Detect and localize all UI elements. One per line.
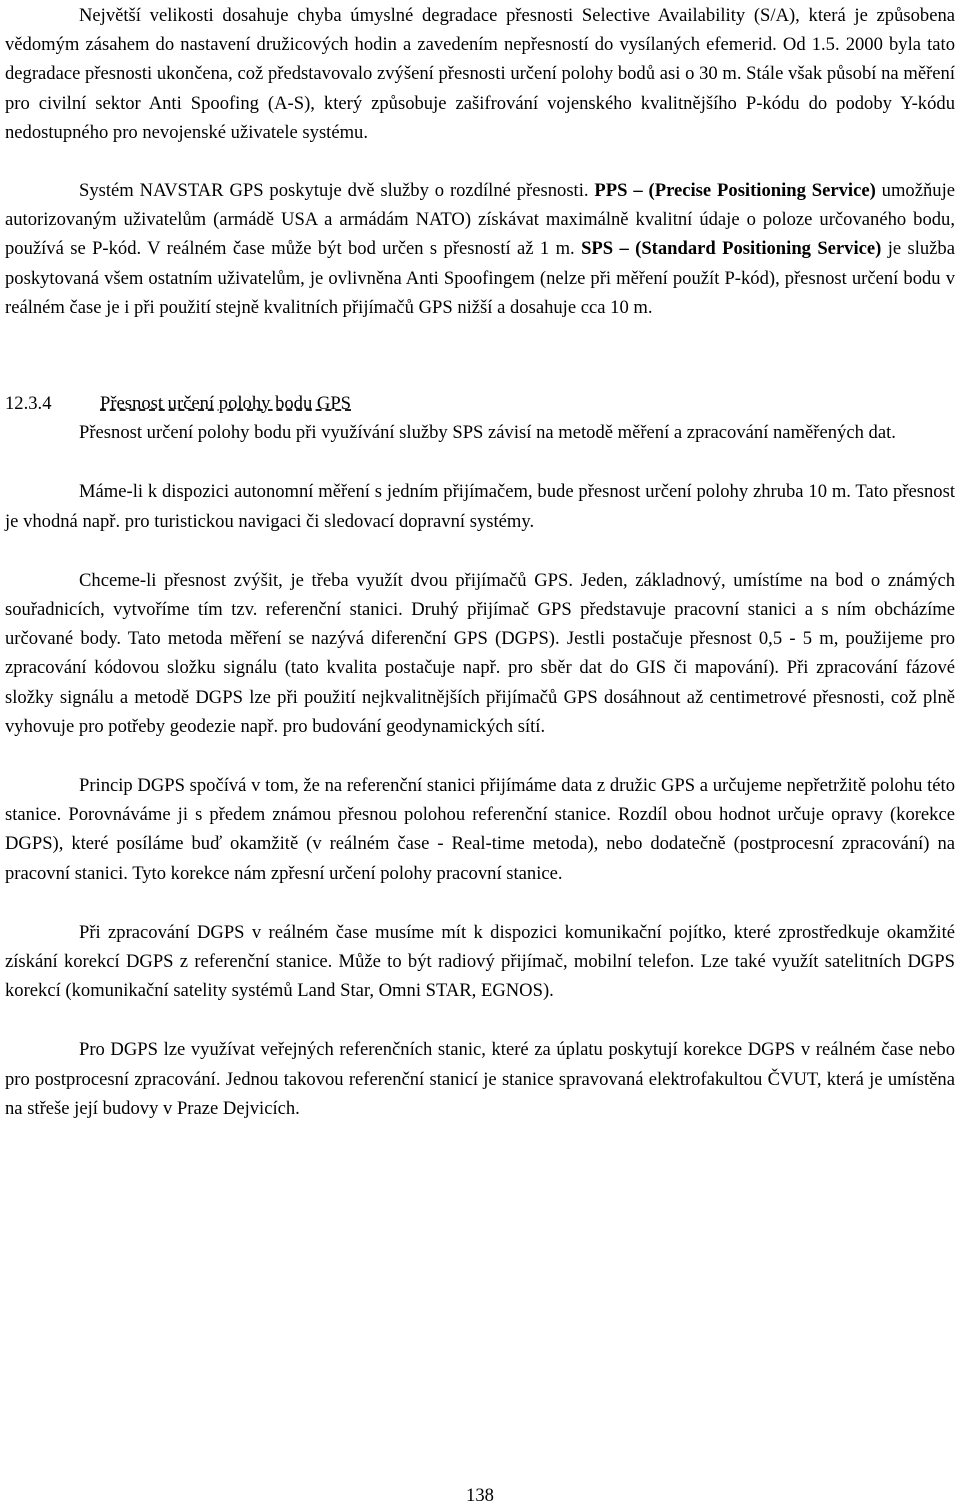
section-heading: [5, 389, 955, 418]
pps-term: PPS – (Precise Positioning Service): [594, 180, 876, 202]
paragraph-public-stations: Pro DGPS lze využívat veřejných referenčních stanic, které za úplatu poskytují korekce DGPS v reálném čase nebo pro postprocesní zpracování. Jednou takovou referenční stanicí je stanice spravovaná elektrofakultou ČVUT, která je umístěna na střeše její budovy v Praze Dejvicích.: [5, 1039, 955, 1119]
paragraph-dgps-principle: Princip DGPS spočívá v tom, že na referenční stanici přijímáme data z družic GPS a určujeme nepřetržitě polohu této stanice. Porovnáváme ji s předem známou přesnou polohou referenční stanice. Rozdíl obou hodnot určuje opravy (korekce DGPS), které posíláme buď okamžitě (v reálném čase - Real-time metoda), nebo dodatečně (postprocesní zpracování) na pracovní stanici. Tyto korekce nám zpřesní určení polohy pracovní stanice.: [5, 775, 955, 884]
paragraph-realtime-dgps: Při zpracování DGPS v reálném čase musíme mít k dispozici komunikační pojítko, které zprostředkuje okamžité získání korekcí DGPS z referenční stanice. Může to být radiový přijímač, mobilní telefon. Lze také využít satelitních DGPS korekcí (komunikační satelity systémů Land Star, Omni STAR, EGNOS).: [5, 921, 955, 1002]
paragraph-gps-services: [5, 176, 955, 322]
paragraph-autonomous-measurement: Máme-li k dispozici autonomní měření s jedním přijímačem, bude přesnost určení polohy zhruba 10 m. Tato přesnost je vhodná např. pro turistickou navigaci či sledovací dopravní systémy.: [5, 481, 955, 532]
paragraph-accuracy-intro: Přesnost určení polohy bodu při využívání služby SPS závisí na metodě měření a zpracování naměřených dat.: [79, 422, 896, 444]
page-number: 138: [466, 1485, 494, 1506]
section-number: 12.3.4: [5, 393, 52, 415]
document-page: [5, 0, 955, 1123]
paragraph-selective-availability: Největší velikosti dosahuje chyba úmyslné degradace přesnosti Selective Availability (S/A), která je způsobena vědomým zásahem do nastavení družicových hodin a zavedením nepřesností do vysílaných efemerid. Od 1.5. 2000 byla tato degradace přesnosti ukončena, což představovalo zvýšení přesnosti určení polohy bodů asi o 30 m. Stále však působí na měření pro civilní sektor Anti Spoofing (A-S), který způsobuje zašifrování vojenského kvalitnějšího P-kódu do podoby Y-kódu nedostupného pro nevojenské uživatele systému.: [5, 5, 955, 143]
section-title: Přesnost určení polohy bodu GPS: [100, 393, 352, 415]
pps-description: umožňuje autorizovaným uživatelům (armádě USA a armádám NATO) získávat maximálně kvalitní údaje o poloze určovaného bodu, používá se P-kód. V reálném čase může být bod určen s přesností až 1 m.: [5, 180, 955, 260]
services-text: Systém NAVSTAR GPS poskytuje dvě služby o rozdílné přesnosti.: [79, 180, 595, 202]
sps-description: je služba poskytovaná všem ostatním uživatelům, je ovlivněna Anti Spoofingem (nelze při měření použít P-kód), přesnost určení bodu v reálném čase je i při použití stejně kvalitních přijímačů GPS nižší a dosahuje cca 10 m.: [5, 238, 955, 318]
paragraph-dgps-method: Chceme-li přesnost zvýšit, je třeba využít dvou přijímačů GPS. Jeden, základnový, umístíme na bod o známých souřadnicích, vytvoříme tím tzv. referenční stanici. Druhý přijímač GPS představuje pracovní stanici a s ním obcházíme určované body. Tato metoda měření se nazývá diferenční GPS (DGPS). Jestli postačuje přesnost 0,5 - 5 m, použijeme pro zpracování kódovou složku signálu (tato kvalita postačuje např. pro sběr dat do GIS či mapování). Při zpracování fázové složky signálu a metodě DGPS lze při použití nejkvalitnějších přijímačů GPS dosáhnout až centimetrové přesnosti, což plně vyhovuje pro potřeby geodezie např. pro budování geodynamických sítí.: [5, 569, 955, 737]
sps-term: SPS – (Standard Positioning Service): [581, 238, 882, 260]
